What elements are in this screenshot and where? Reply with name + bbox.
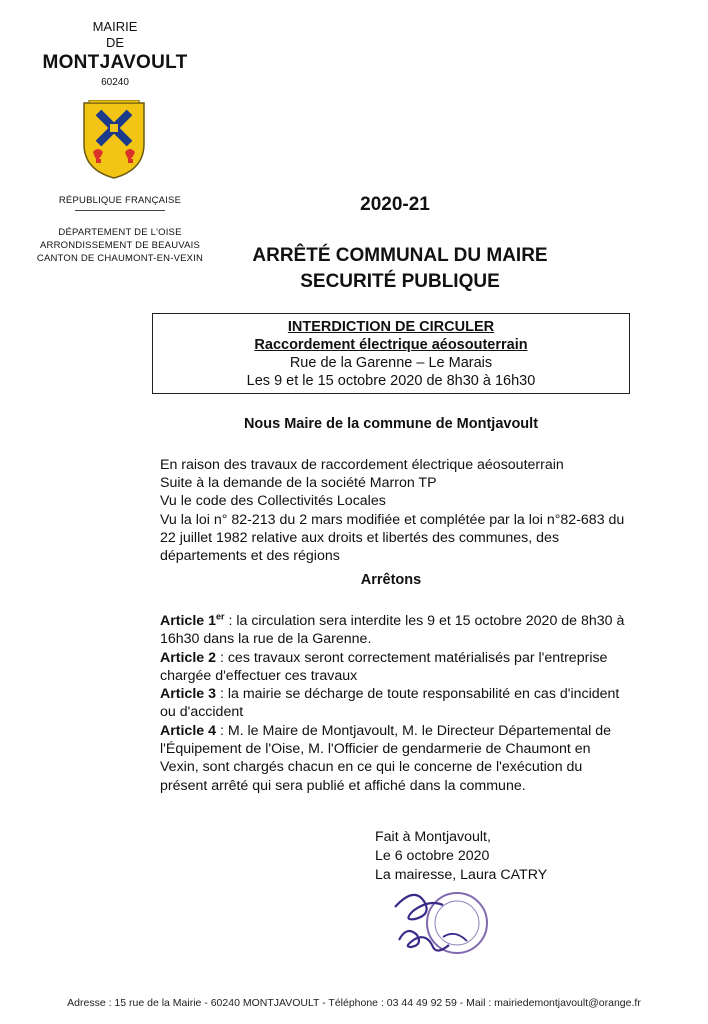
signataire: La mairesse, Laura CATRY — [375, 867, 548, 883]
signature-block — [375, 828, 547, 885]
article-suffix: : — [216, 722, 224, 739]
republique: RÉPUBLIQUE FRANÇAISE — [58, 195, 182, 206]
article-text: la mairie se décharge de toute responsabilité en cas d'incident ou d'accident — [160, 686, 620, 721]
mairie-line2: DE — [105, 35, 125, 50]
mairie-header — [40, 19, 190, 91]
article-label: Article 2 — [160, 649, 216, 666]
article-suffix: : — [216, 649, 224, 666]
article-1 — [160, 612, 630, 649]
subject-box — [152, 313, 630, 394]
preamble-block — [160, 456, 630, 565]
title-line2: SECURITÉ PUBLIQUE — [300, 271, 500, 292]
article-text: M. le Maire de Montjavoult, M. le Directeur Départemental de l'Équipement de l'Oise, M. l'Officier de gendarmerie de Chaumont en Vexin, sont chargés chacun en ce qui le concerne de l'exécution du présent arrêté qui sera publié et affiché dans la commune. — [160, 722, 612, 794]
title-line1: ARRÊTÉ COMMUNAL DU MAIRE — [252, 245, 548, 266]
article-sup: er — [216, 611, 225, 622]
postal-code: 60240 — [101, 77, 129, 88]
article-text: la circulation sera interdite les 9 et 15 octobre 2020 de 8h30 à 16h30 dans la rue de la Garenne. — [160, 613, 625, 648]
preamble-line1: En raison des travaux de raccordement électrique aéosouterrain — [160, 457, 564, 473]
article-3 — [160, 685, 630, 722]
subject-line4: Les 9 et le 15 octobre 2020 de 8h30 à 16h30 — [246, 373, 536, 389]
divider — [75, 210, 165, 211]
preamble-line2: Suite à la demande de la société Marron TP — [160, 475, 437, 492]
signature-date: Le 6 octobre 2020 — [375, 848, 490, 864]
subject-line2: Raccordement électrique aéosouterrain — [254, 337, 528, 353]
document-title — [220, 243, 580, 295]
mairie-name: MONTJAVOULT — [42, 52, 188, 73]
article-text: ces travaux seront correctement matérialisés par l'entreprise chargée d'effectuer ces travaux — [160, 649, 608, 684]
article-suffix: : — [224, 613, 233, 629]
administrative-block — [20, 226, 220, 265]
arretons: Arrêtons — [360, 572, 422, 588]
footer-address: Adresse : 15 rue de la Mairie - 60240 MONTJAVOULT - Téléphone : 03 44 49 92 59 - Mail : mairiedemontjavoult@orange.fr — [67, 997, 641, 1009]
fait-a: Fait à Montjavoult, — [375, 829, 491, 845]
preamble-line3: Vu le code des Collectivités Locales — [160, 493, 386, 510]
article-label: Article 4 — [160, 722, 216, 739]
coat-of-arms-icon — [81, 100, 147, 180]
preamble-line4: Vu la loi n° 82-213 du 2 mars modifiée et complétée par la loi n°82-683 du 22 juillet 1982 relative aux droits et libertés des communes, des départements et des régions — [160, 511, 625, 565]
mairie-line1: MAIRIE — [92, 19, 138, 34]
nous-maire: Nous Maire de la commune de Montjavoult — [243, 416, 539, 432]
article-2 — [160, 649, 630, 686]
article-4 — [160, 722, 630, 795]
document-reference: 2020-21 — [360, 194, 430, 215]
subject-line1: INTERDICTION DE CIRCULER — [287, 319, 495, 335]
canton: CANTON DE CHAUMONT-EN-VEXIN — [36, 253, 204, 264]
article-label: Article 1 — [160, 613, 216, 629]
arrondissement: ARRONDISSEMENT DE BEAUVAIS — [39, 240, 201, 251]
article-label: Article 3 — [160, 686, 216, 703]
departement: DÉPARTEMENT DE L'OISE — [58, 227, 182, 238]
signature-stamp-icon — [385, 885, 495, 965]
articles-list — [160, 612, 630, 795]
subject-line3: Rue de la Garenne – Le Marais — [289, 355, 493, 371]
article-suffix: : — [216, 686, 224, 703]
